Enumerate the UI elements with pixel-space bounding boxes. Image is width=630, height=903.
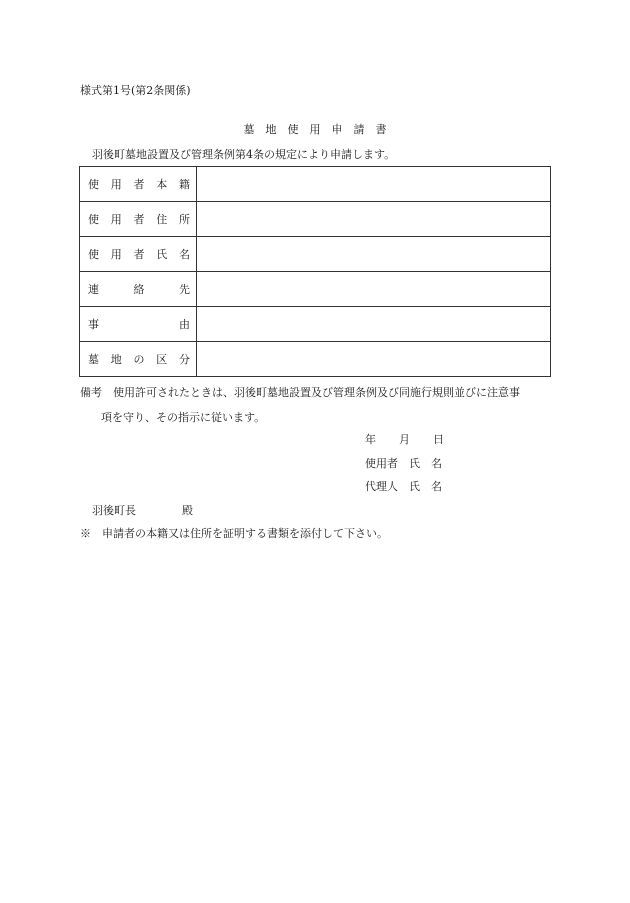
addressee [92,502,193,518]
row-value-field[interactable] [197,202,551,237]
remarks-heading: 備考 [80,386,102,399]
label-char: 住 [156,213,168,226]
label-char: 本 [156,178,168,191]
label-char: 事 [88,318,99,331]
row-label-cell [80,237,197,272]
date-line [365,431,444,447]
row-label [88,211,190,227]
row-value-field[interactable] [197,342,551,377]
row-label [88,351,190,367]
row-value-field[interactable] [197,237,551,272]
addressee-honorific: 殿 [182,504,193,517]
intro-text: 羽後町墓地設置及び管理条例第4条の規定により申請します。 [92,148,396,161]
row-label-cell [80,272,197,307]
label-char: 者 [133,178,145,191]
label-char: 用 [110,248,122,261]
table-row [80,342,551,377]
table-row [80,272,551,307]
table-row [80,167,551,202]
table-row [80,202,551,237]
row-label-cell [80,342,197,377]
applicant-name-label: 氏 名 [409,457,442,470]
agent-role: 代理人 [365,480,398,493]
label-char: 連 [88,283,99,296]
label-char: 使 [88,213,99,226]
application-table [79,166,551,377]
label-char: 絡 [133,283,145,296]
agent-signature-line [365,478,442,494]
label-char: 分 [179,353,190,366]
label-char: 墓 [88,353,99,366]
label-char: 籍 [179,178,190,191]
date-year: 年 [365,433,376,446]
applicant-signature-line [365,455,442,471]
note-mark: ※ [80,527,91,540]
remarks-line-1 [80,384,520,400]
attachment-note [80,525,388,541]
applicant-role: 使用者 [365,457,398,470]
row-label [88,176,190,192]
label-char: 区 [156,353,168,366]
label-char: 所 [179,213,190,226]
row-label [88,281,190,297]
form-number: 様式第1号(第2条関係) [80,84,191,97]
addressee-name: 羽後町長 [92,504,136,517]
row-label [88,246,190,262]
agent-name-label: 氏 名 [409,480,442,493]
label-char: 用 [110,213,122,226]
note-text: 申請者の本籍又は住所を証明する書類を添付して下さい。 [102,527,388,540]
date-day: 日 [433,433,444,446]
label-char: 氏 [156,248,168,261]
row-value-field[interactable] [197,167,551,202]
label-char: 者 [133,248,145,261]
row-value-field[interactable] [197,272,551,307]
table-row [80,237,551,272]
label-char: 者 [133,213,145,226]
label-char: 使 [88,248,99,261]
form-title: 墓地使用申請書 [243,123,398,136]
row-label-cell [80,202,197,237]
label-char: 名 [179,248,190,261]
row-value-field[interactable] [197,307,551,342]
remarks-line-2: 項を守り、その指示に従います。 [101,411,266,424]
label-char: 用 [110,178,122,191]
remarks-text-1: 使用許可されたときは、羽後町墓地設置及び管理条例及び同施行規則並びに注意事 [113,386,520,399]
label-char: 使 [88,178,99,191]
row-label [88,316,190,332]
table-row [80,307,551,342]
label-char: 先 [179,283,190,296]
date-month: 月 [399,433,410,446]
row-label-cell [80,307,197,342]
label-char: 由 [179,318,190,331]
label-char: の [133,353,145,366]
label-char: 地 [110,353,122,366]
row-label-cell [80,167,197,202]
